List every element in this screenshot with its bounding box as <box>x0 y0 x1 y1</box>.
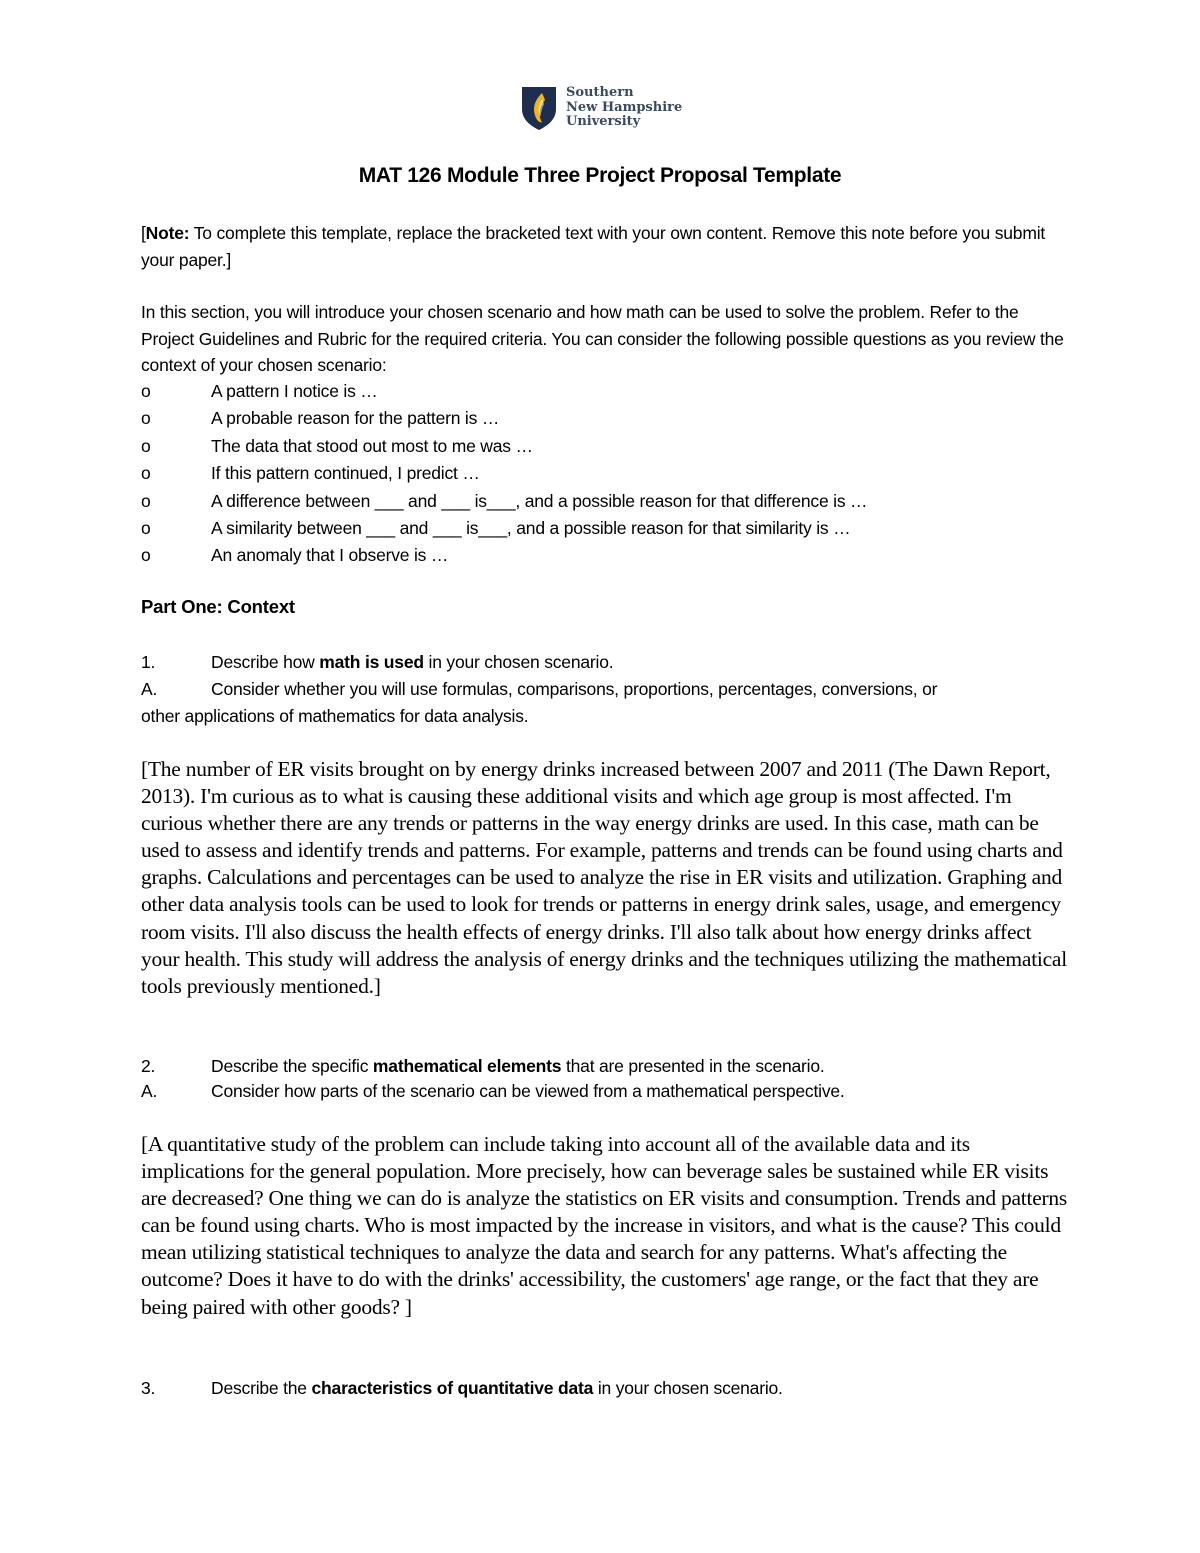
question-2a-text: Consider how parts of the scenario can be viewed from a mathematical perspective. <box>211 1081 845 1101</box>
question-1-bold: math is used <box>319 652 424 672</box>
list-item-text: The data that stood out most to me was … <box>211 435 533 456</box>
list-item <box>141 378 1071 405</box>
question-list <box>141 378 1071 570</box>
question-2 <box>141 1053 1071 1080</box>
bullet-mark: o <box>141 463 151 484</box>
list-item <box>141 460 1071 487</box>
list-item <box>141 542 1071 569</box>
question-2-bold: mathematical elements <box>372 1056 562 1076</box>
intro-paragraph: In this section, you will introduce your chosen scenario and how math can be used to solve the problem. Refer to the Project Guidelines and Rubric for the required criteria. You can consider the following possible questions as you review the context of your chosen scenario: <box>141 302 1064 375</box>
question-1-number: 1. <box>141 652 156 672</box>
bullet-mark: o <box>141 517 151 538</box>
note-text: To complete this template, replace the bracketed text with your own content. Remove this note before you submit your paper.] <box>141 223 1046 270</box>
logo-wordmark <box>566 86 682 130</box>
question-1 <box>141 649 1071 676</box>
list-item-text: An anomaly that I observe is … <box>211 545 449 566</box>
part-one-heading: Part One: Context <box>141 596 295 617</box>
bullet-mark: o <box>141 545 151 566</box>
question-2-pre: Describe the specific <box>211 1056 373 1076</box>
note-label: Note: <box>145 223 190 243</box>
list-item <box>141 405 1071 432</box>
list-item-text: A pattern I notice is … <box>211 381 378 401</box>
bullet-mark: o <box>141 435 151 456</box>
list-item-text: A similarity between ___ and ___ is___, and a possible reason for that similarity is … <box>211 517 851 538</box>
note-open-bracket: [ <box>141 223 146 243</box>
response-1: [The number of ER visits brought on by energy drinks increased between 2007 and 2011 (The Dawn Report, 2013). I'm curious as to what is causing these additional visits and which age group is most affected. I'm curious whether there are any trends or patterns in the way energy drinks are used. In this case, math can be used to assess and identify trends and patterns. For example, patterns and trends can be found using charts and graphs. Calculations and percentages can be used to analyze the rise in ER visits and utilization. Graphing and other data analysis tools can be used to look for trends or patterns in energy drink sales, usage, and emergency room visits. I'll also discuss the health effects of energy drinks. I'll also talk about how energy drinks affect your health. This study will address the analysis of energy drinks and the techniques utilizing the mathematical tools previously mentioned.] <box>141 757 1067 998</box>
question-2-number: 2. <box>141 1056 156 1076</box>
question-3-bold: characteristics of quantitative data <box>311 1378 594 1398</box>
snhu-shield-icon <box>520 85 558 131</box>
question-1a-text: Consider whether you will use formulas, comparisons, proportions, percentages, conversions, or <box>211 679 938 699</box>
question-1a <box>141 676 1071 730</box>
logo-line-1: Southern <box>566 85 634 101</box>
question-2-post: that are presented in the scenario. <box>561 1056 825 1076</box>
list-item <box>141 488 1071 515</box>
list-item-text: If this pattern continued, I predict … <box>211 463 480 484</box>
response-2: [A quantitative study of the problem can include taking into account all of the available data and its implications for the general population. More precisely, how can beverage sales be sustained while ER visits are decreased? One thing we can do is analyze the statistics on ER visits and consumption. Trends and patterns can be found using charts. Who is most impacted by the increase in visitors, and what is the cause? This could mean utilizing statistical techniques to analyze the data and search for any patterns. What's affecting the outcome? Does it have to do with the drinks' accessibility, the customers' age range, or the fact that they are being paired with other goods? ] <box>141 1132 1068 1319</box>
list-item-text: A probable reason for the pattern is … <box>211 408 500 429</box>
question-1-pre: Describe how <box>211 652 320 672</box>
snhu-logo <box>520 84 682 132</box>
template-note <box>141 220 1071 273</box>
question-3-number: 3. <box>141 1378 156 1398</box>
list-item <box>141 515 1071 542</box>
question-1-post: in your chosen scenario. <box>423 652 614 672</box>
question-2a <box>141 1078 1071 1105</box>
logo-line-2: New Hampshire <box>566 99 683 115</box>
bullet-mark: o <box>141 381 151 401</box>
list-item-text: A difference between ___ and ___ is___, and a possible reason for that difference is … <box>211 490 868 511</box>
bullet-mark: o <box>141 408 151 429</box>
logo-line-3: University <box>566 114 641 130</box>
question-2a-label: A. <box>141 1081 158 1101</box>
question-1a-label: A. <box>141 679 158 699</box>
document-title: MAT 126 Module Three Project Proposal Template <box>358 164 842 187</box>
question-3-pre: Describe the <box>211 1378 312 1398</box>
list-item <box>141 433 1071 460</box>
question-3 <box>141 1375 1071 1402</box>
question-1a-text-cont: other applications of mathematics for data analysis. <box>141 706 529 726</box>
question-3-post: in your chosen scenario. <box>593 1378 783 1398</box>
bullet-mark: o <box>141 490 151 511</box>
